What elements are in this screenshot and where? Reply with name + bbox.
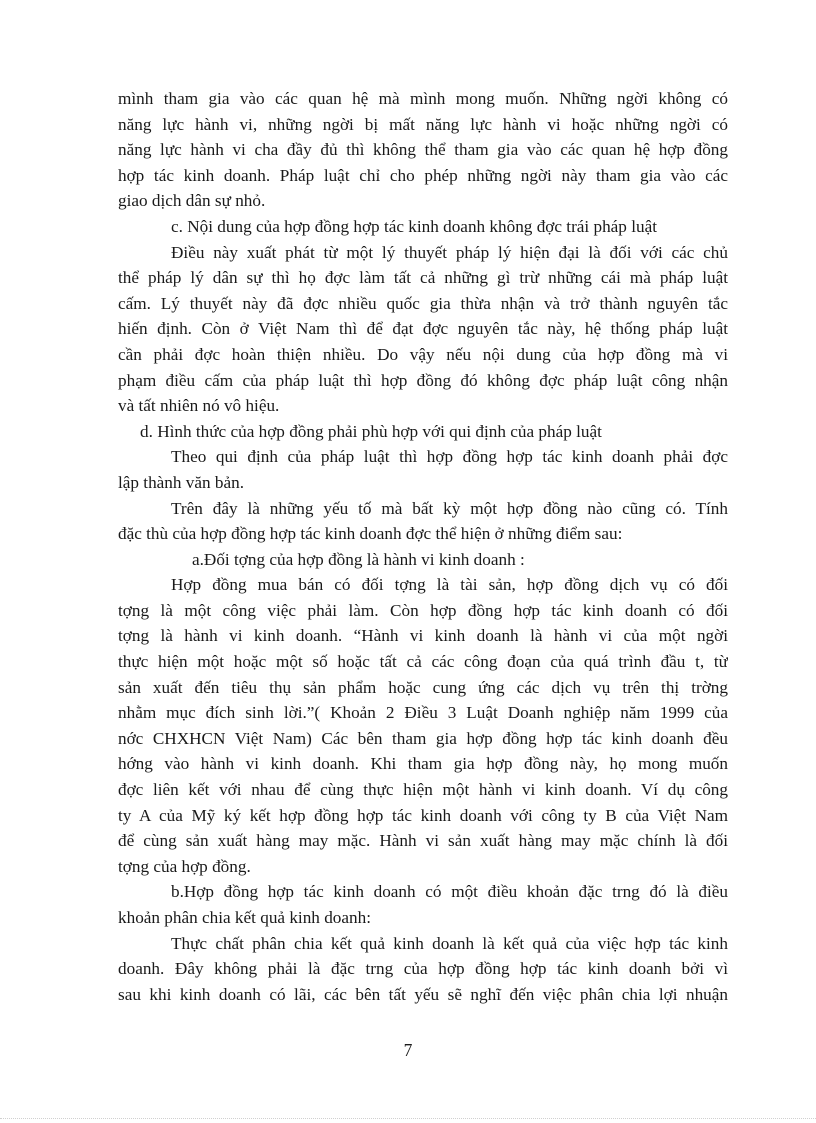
- text-line: hợp tác kinh doanh. Pháp luật chỉ cho phép những ngời này tham gia vào các: [118, 165, 728, 185]
- text-line: Trên đây là những yếu tố mà bất kỳ một hợp đồng nào cũng có. Tính: [171, 498, 728, 518]
- text-line: thực hiện một hoặc một số hoặc tất cả các công đoạn của quá trình đầu t, từ: [118, 652, 728, 672]
- text-line: Theo qui định của pháp luật thì hợp đồng hợp tác kinh doanh phải đợc: [171, 447, 728, 467]
- text-line: sản xuất đến tiêu thụ sản phẩm hoặc cung ứng các dịch vụ trên thị trờng: [118, 677, 728, 697]
- text-line: mình tham gia vào các quan hệ mà mình mong muốn. Những ngời không có: [118, 89, 728, 108]
- text-line: Điều này xuất phát từ một lý thuyết pháp lý hiện đại là đối với các chủ: [171, 242, 728, 262]
- text-line: giao dịch dân sự nhỏ.: [118, 191, 266, 211]
- text-line: năng lực hành vi cha đầy đủ thì không thể tham gia vào các quan hệ hợp đồng: [118, 140, 728, 160]
- text-line: cần phải đợc hoàn thiện nhiều. Do vậy nếu nội dung của hợp đồng mà vi: [118, 344, 728, 364]
- text-line: đặc thù của hợp đồng hợp tác kinh doanh đợc thể hiện ở những điểm sau:: [118, 524, 623, 544]
- text-line: và tất nhiên nó vô hiệu.: [118, 396, 280, 416]
- text-line: b.Hợp đồng hợp tác kinh doanh có một điều khoản đặc trng đó là điều: [171, 882, 728, 902]
- text-line: sau khi kinh doanh có lãi, các bên tất yếu sẽ nghĩ đến việc phân chia lợi nhuận: [118, 984, 728, 1004]
- text-line: thể pháp lý dân sự thì họ đợc làm tất cả những gì trừ những cái mà pháp luật: [118, 268, 728, 288]
- text-line: tợng là một công việc phải làm. Còn hợp đồng hợp tác kinh doanh có đối: [118, 600, 728, 620]
- text-line: Hợp đồng mua bán có đối tợng là tài sản, hợp đồng dịch vụ có đối: [171, 575, 728, 595]
- text-line: d. Hình thức của hợp đồng phải phù hợp với qui định của pháp luật: [140, 421, 602, 441]
- text-line: nhằm mục đích sinh lời.”( Khoản 2 Điều 3 Luật Doanh nghiệp năm 1999 của: [118, 703, 728, 723]
- text-line: hớng vào hành vi kinh doanh. Khi tham gia hợp đồng này, họ mong muốn: [118, 754, 728, 774]
- text-line: hiến định. Còn ở Việt Nam thì để đạt đợc nguyên tắc này, hệ thống pháp luật: [118, 319, 728, 339]
- text-line: tợng của hợp đồng.: [118, 856, 251, 876]
- page-bottom-divider: [0, 1118, 816, 1119]
- text-line: a.Đối tợng của hợp đồng là hành vi kinh doanh :: [192, 549, 525, 569]
- page-number: 7: [403, 1040, 413, 1060]
- text-line: tợng là hành vi kinh doanh. “Hành vi kinh doanh là hành vi của một ngời: [118, 626, 728, 646]
- text-line: nớc CHXHCN Việt Nam) Các bên tham gia hợp đồng hợp tác kinh doanh đều: [118, 728, 728, 748]
- text-line: doanh. Đây không phải là đặc trng của hợp đồng hợp tác kinh doanh bởi vì: [118, 959, 728, 979]
- text-line: để cùng sản xuất hàng may mặc. Hành vi sản xuất hàng may mặc chính là đối: [118, 831, 728, 851]
- text-line: khoản phân chia kết quả kinh doanh:: [118, 908, 371, 927]
- text-line: phạm điều cấm của pháp luật thì hợp đồng đó không đợc pháp luật công nhận: [118, 370, 728, 390]
- text-line: lập thành văn bản.: [118, 472, 245, 492]
- text-line: cấm. Lý thuyết này đã đợc nhiều quốc gia thừa nhận và trở thành nguyên tắc: [118, 293, 728, 313]
- text-line: ty A của Mỹ ký kết hợp đồng hợp tác kinh doanh với công ty B của Việt Nam: [118, 805, 728, 825]
- text-line: năng lực hành vi, những ngời bị mất năng lực hành vi hoặc những ngời có: [118, 114, 728, 134]
- body-text: [118, 86, 728, 1007]
- text-line: c. Nội dung của hợp đồng hợp tác kinh doanh không đợc trái pháp luật: [171, 216, 657, 236]
- text-line: đợc liên kết với nhau để cùng thực hiện một hành vi kinh doanh. Ví dụ công: [118, 780, 728, 800]
- text-line: Thực chất phân chia kết quả kinh doanh là kết quả của việc hợp tác kinh: [171, 933, 728, 953]
